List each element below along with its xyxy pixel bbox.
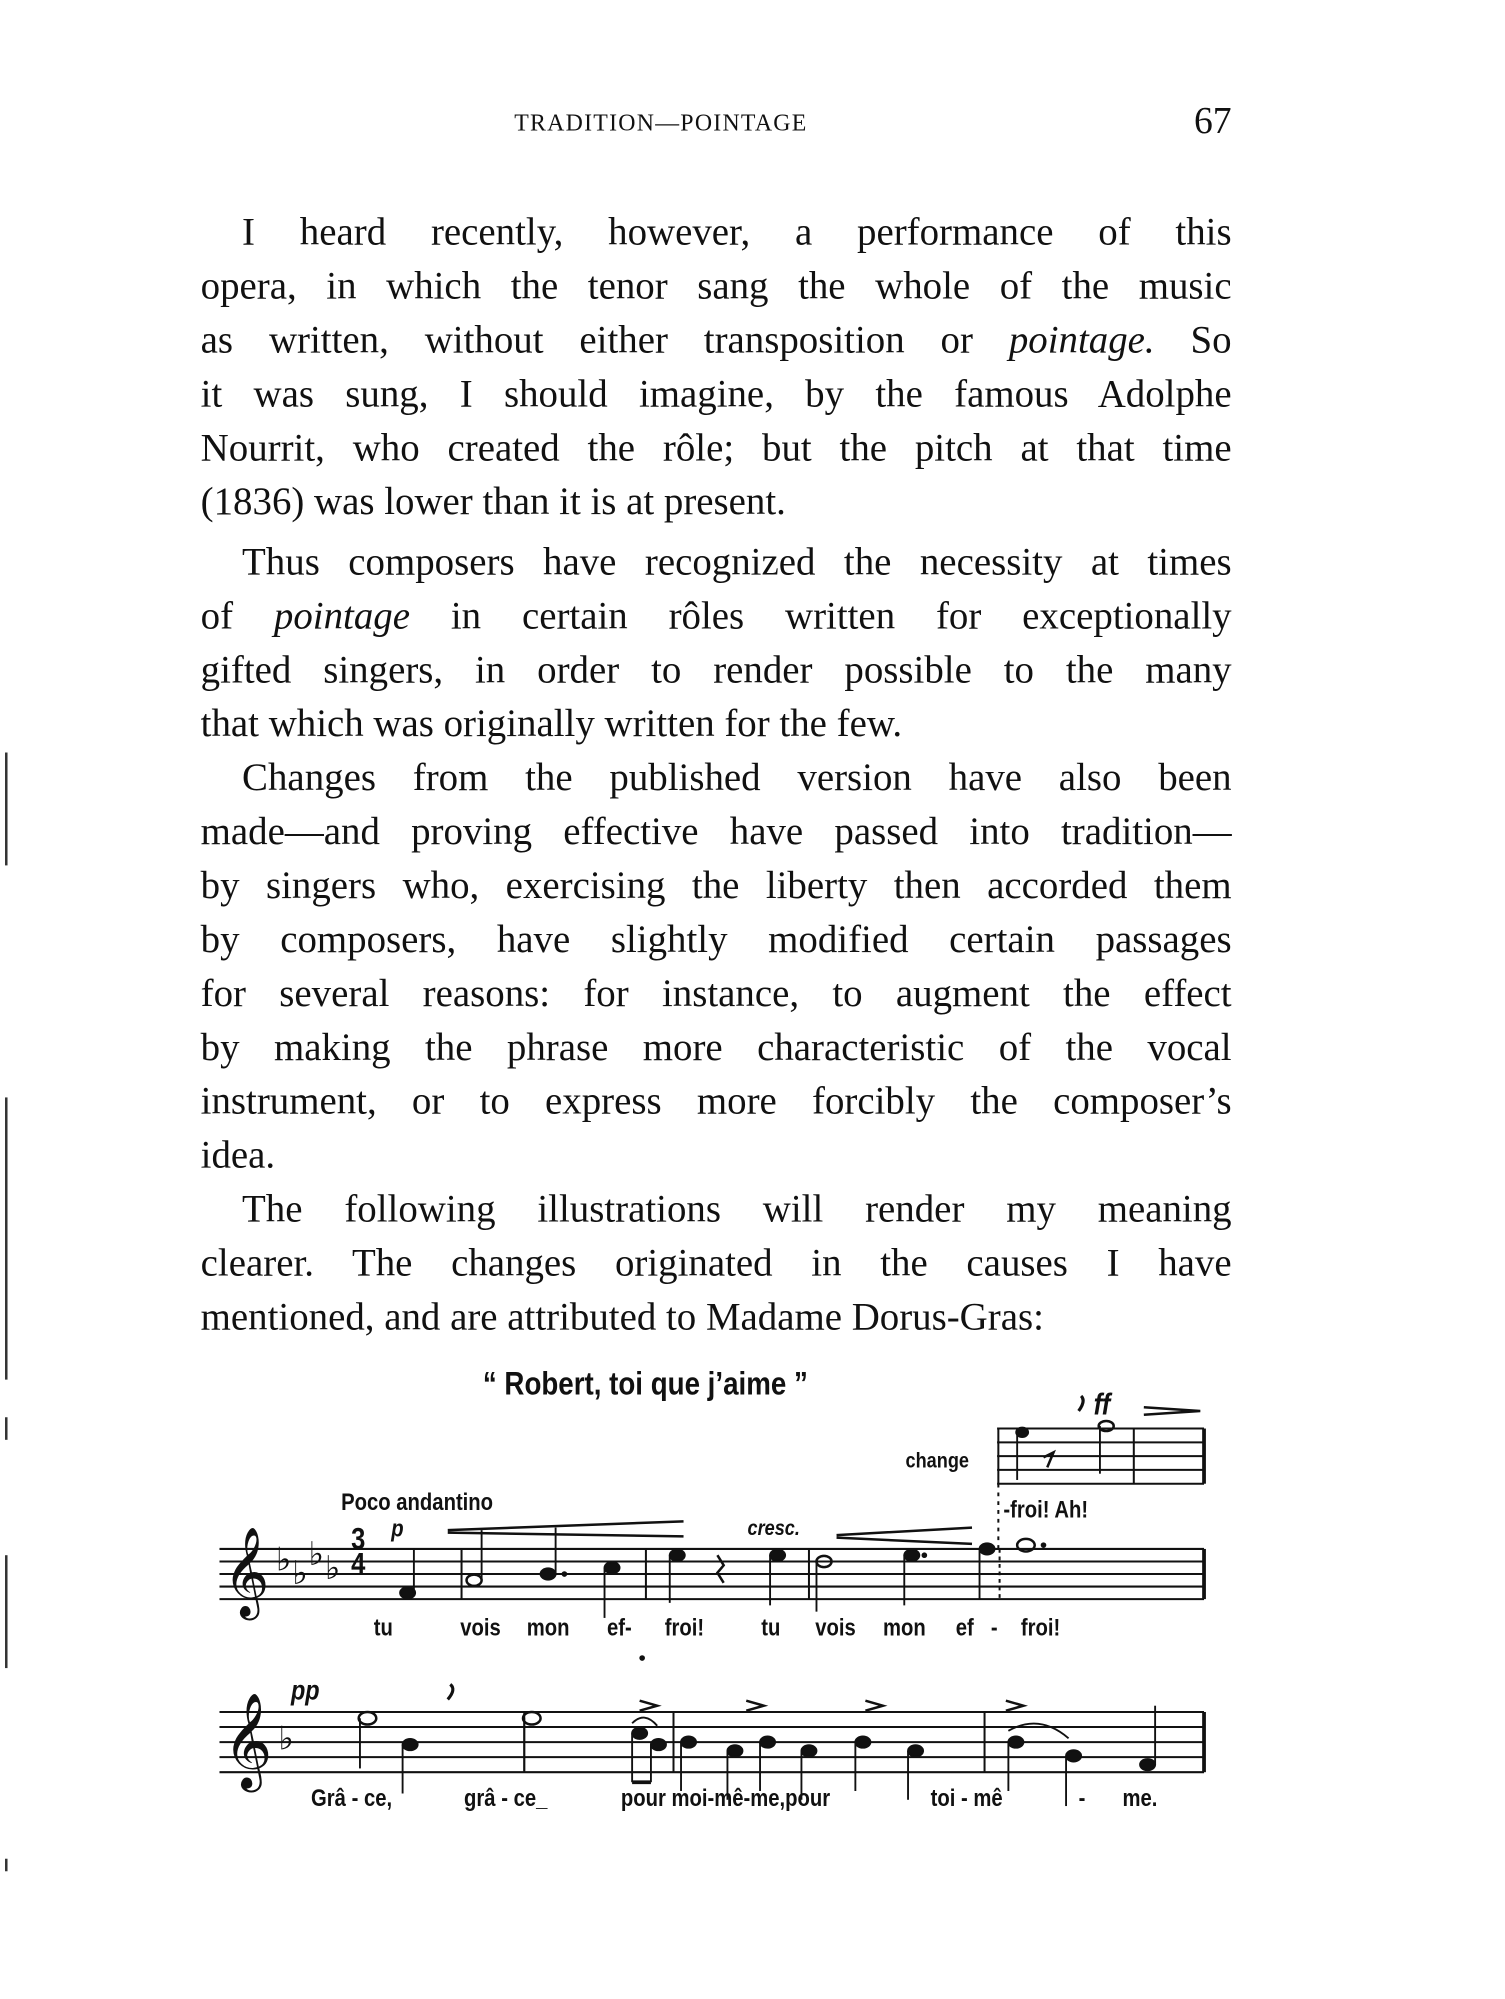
scan-margin-mark [5, 1097, 8, 1379]
text-segment: in certain rôles written for exceptionally [410, 593, 1232, 638]
dynamic-cresc: cresc. [747, 1516, 800, 1541]
time-sig-bottom: 4 [351, 1547, 366, 1582]
lyric-syllable: froi! [1020, 1615, 1061, 1642]
text-segment: gifted singers, in order to render possible to the many [200, 647, 1232, 692]
lyric-syllable: tu [373, 1615, 393, 1642]
music-title: “ Robert, toi que j’aime ” [482, 1364, 808, 1403]
key-signature-flat [278, 1720, 293, 1758]
italic-term: pointage [273, 593, 411, 638]
text-segment: by making the phrase more characteristic of the vocal [200, 1024, 1232, 1069]
text-segment: So [1154, 317, 1232, 362]
svg-text:♭: ♭ [324, 1549, 341, 1588]
svg-text:♭: ♭ [275, 1540, 292, 1579]
svg-text:♭: ♭ [278, 1719, 294, 1758]
svg-text:♭: ♭ [292, 1554, 308, 1593]
text-segment: as written, without either transposition or [200, 317, 1009, 362]
change-label: change [905, 1448, 969, 1473]
lyric-syllable: mon [526, 1615, 570, 1642]
text-segment: instrument, or to express more forcibly the composer’s [200, 1078, 1232, 1123]
lyric-syllable: ef- [607, 1615, 632, 1642]
running-title: TRADITION—POINTAGE [514, 110, 808, 137]
staff-1 [219, 1521, 1204, 1599]
key-signature-flats [276, 1535, 340, 1592]
notes-staff-2 [359, 1684, 1155, 1806]
text-segment: opera, in which the tenor sang the whole of the music [200, 263, 1232, 308]
lyric-syllable: Grâ - ce, [311, 1785, 393, 1813]
text-segment: clearer. The changes originated in the causes I have [200, 1240, 1232, 1285]
text-segment: Changes from the published version have also been [242, 755, 1232, 799]
italic-term: pointage. [1008, 317, 1155, 362]
text-segment: mentioned, and are attributed to Madame Dorus-Gras: [200, 1294, 1044, 1339]
lyric-syllable: grâ - ce_ [464, 1785, 548, 1813]
text-segment: by composers, have slightly modified certain passages [200, 916, 1232, 961]
text-segment: idea. [200, 1132, 276, 1177]
scan-margin-mark [5, 1417, 8, 1440]
dynamic-pp: pp [290, 1674, 320, 1706]
dynamic-p: p [391, 1516, 404, 1543]
dynamic-ff: ff [1093, 1388, 1111, 1423]
scan-margin-mark [5, 1859, 8, 1872]
staff-2 [219, 1712, 1204, 1772]
text-segment: that which was originally written for the few. [200, 701, 903, 745]
text-segment: of [200, 593, 274, 638]
treble-clef-1 [223, 1527, 269, 1621]
svg-text:𝄞: 𝄞 [223, 1526, 270, 1617]
tempo-marking: Poco andantino [341, 1489, 494, 1517]
notes-staff-1 [400, 1528, 1045, 1660]
lyric-syllable: - [990, 1615, 998, 1642]
text-segment: I heard recently, however, a performance of this [242, 209, 1232, 254]
text-segment: Nourrit, who created the rôle; but the pitch at that time [200, 425, 1232, 470]
text-segment: for several reasons: for instance, to augment the effect [200, 970, 1232, 1015]
lyric-syllable: froi! [664, 1615, 705, 1642]
lyric-syllable: tu [761, 1615, 781, 1642]
text-segment: by singers who, exercising the liberty then accorded them [200, 862, 1232, 907]
treble-clef-2 [223, 1691, 272, 1792]
lyric-syllable: me. [1122, 1785, 1158, 1813]
change-notes [1016, 1396, 1200, 1480]
scan-margin-mark [5, 753, 8, 866]
change-lyrics: -froi! Ah! [1003, 1497, 1089, 1524]
text-segment: it was sung, I should imagine, by the famous Adolphe [200, 371, 1232, 416]
lyric-syllable: mon [882, 1615, 926, 1642]
svg-text:𝄞: 𝄞 [223, 1691, 273, 1789]
lyric-syllable: vois [460, 1615, 501, 1642]
scan-margin-mark [5, 1555, 8, 1668]
time-sig-top: 3 [351, 1522, 366, 1557]
lyric-syllable: vois [815, 1615, 856, 1642]
text-segment: Thus composers have recognized the necessity at times [242, 539, 1232, 584]
page-number: 67 [1193, 100, 1232, 142]
lyric-syllable: toi - mê [930, 1785, 1003, 1813]
text-segment: (1836) was lower than it is at present. [200, 479, 786, 524]
text-segment: made—and proving effective have passed into tradition— [200, 808, 1232, 853]
lyric-syllable: pour moi-mê-me,pour [620, 1785, 831, 1813]
svg-text:♭: ♭ [308, 1535, 324, 1574]
text-segment: The following illustrations will render my meaning [242, 1186, 1232, 1231]
accent-marks [640, 1701, 1024, 1711]
lyric-syllable: - [1078, 1785, 1086, 1813]
lyric-syllable: ef [955, 1615, 974, 1642]
